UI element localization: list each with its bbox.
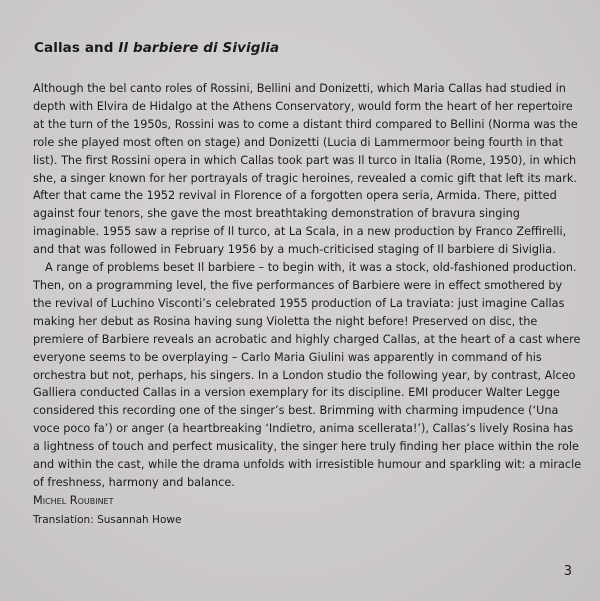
text-line: Then, on a programming level, the five performances of Barbiere were in effect smothered by	[33, 278, 563, 292]
text-line: premiere of Barbiere reveals an acrobatic and highly charged Callas, at the heart of a cast where	[33, 332, 581, 346]
text-line: a lightness of touch and perfect musicality, the singer here truly finding her place within the role	[33, 440, 579, 454]
text-line: of freshness, harmony and balance.	[33, 475, 235, 489]
text-line: against four tenors, she gave the most breathtaking demonstration of bravura singing	[33, 207, 520, 221]
text-line: A range of problems beset Il barbiere – to begin with, it was a stock, old-fashioned production.	[45, 261, 577, 275]
text-line: everyone seems to be overplaying – Carlo Maria Giulini was apparently in command of his	[33, 350, 542, 364]
author-name: Michel Roubinet	[33, 493, 114, 507]
text-line: making her debut as Rosina having sung Violetta the night before! Preserved on disc, the	[33, 314, 538, 328]
page-title	[34, 40, 279, 56]
text-line: role she played most often on stage) and Donizetti (Lucia di Lammermoor being fourth in that	[33, 135, 563, 149]
page-number: 3	[563, 564, 572, 579]
text-line: Although the bel canto roles of Rossini, Bellini and Donizetti, which Maria Callas had studied in	[33, 82, 566, 95]
text-line: and that was followed in February 1956 by a much-criticised staging of Il barbiere di Siviglia.	[33, 243, 556, 257]
article-body	[33, 80, 582, 530]
text-line: imaginable. 1955 saw a reprise of Il turco, at La Scala, in a new production by Franco Zeffirelli,	[33, 225, 567, 239]
text-line: the revival of Luchino Visconti’s celebrated 1955 production of La traviata: just imagine Callas	[33, 296, 565, 310]
text-line: depth with Elvira de Hidalgo at the Athens Conservatory, would form the heart of her repertoire	[33, 99, 573, 113]
text-line: she, a singer known for her portrayals of tragic heroines, revealed a comic gift that left its mark.	[33, 171, 577, 185]
paragraph-2	[33, 259, 582, 492]
text-line: list). The first Rossini opera in which Callas took part was Il turco in Italia (Rome, 1950), in which	[33, 153, 577, 167]
translation-credit: Translation: Susannah Howe	[33, 513, 182, 526]
text-line: voce poco fa’) or anger (a heartbreaking ‘Indietro, anima scellerata!’), Callas’s lively Rosina has	[33, 422, 574, 436]
text-line: at the turn of the 1950s, Rossini was to come a distant third compared to Bellini (Norma was the	[33, 117, 578, 131]
text-line: and within the cast, while the drama unfolds with irresistible humour and sparkling wit: a miracle	[33, 458, 582, 472]
title-italic: Il barbiere di Siviglia	[118, 40, 280, 56]
title-text: Callas and	[34, 40, 119, 56]
paragraph-1	[33, 80, 578, 259]
text-line: orchestra but not, perhaps, his singers. In a London studio the following year, by contrast, Alceo	[33, 368, 576, 382]
text-line: Galliera conducted Callas in a version exemplary for its discipline. EMI producer Walter Legge	[33, 386, 560, 400]
text-line: considered this recording one of the singer’s best. Brimming with charming impudence (‘Una	[33, 404, 559, 418]
text-line: After that came the 1952 revival in Florence of a forgotten opera seria, Armida. There, pitted	[33, 189, 557, 203]
